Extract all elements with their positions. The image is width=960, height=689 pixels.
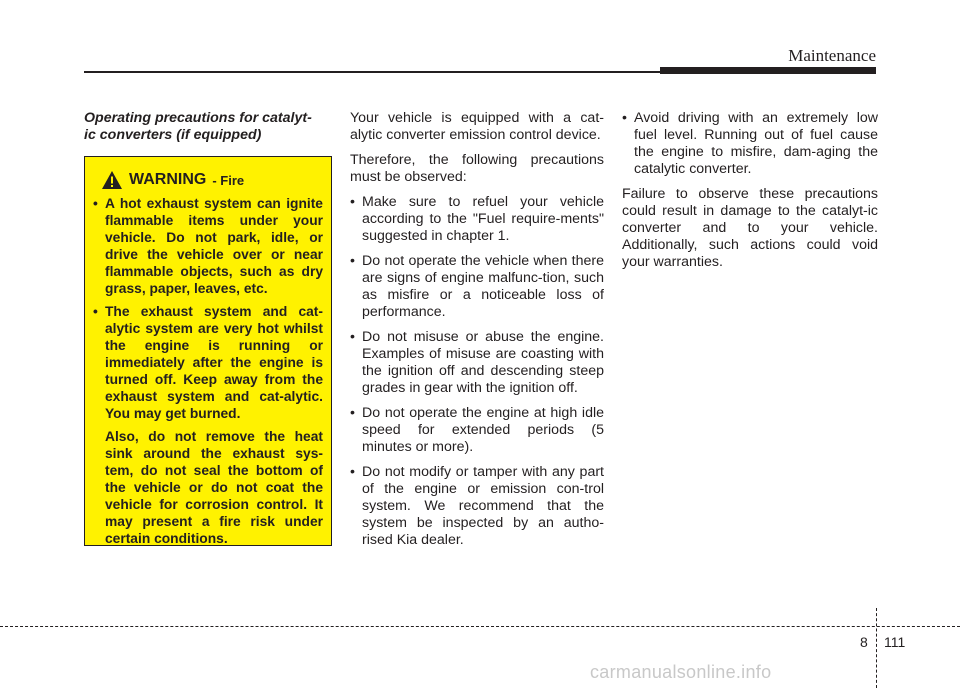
column-middle <box>350 110 604 557</box>
bullet: • <box>93 304 98 319</box>
watermark-text: carmanualsonline.info <box>590 662 772 682</box>
footer-divider <box>0 626 960 627</box>
bullet: • <box>350 194 355 210</box>
section-title-line1: Operating precautions for catalyt- <box>84 110 312 126</box>
list-item <box>350 194 604 245</box>
list-item <box>350 405 604 456</box>
bullet: • <box>622 110 627 126</box>
list-item-text: Do not operate the vehicle when there are signs of engine malfunc-tion, such as misfire or a noticeable loss of performance. <box>362 253 604 320</box>
warning-label: WARNING <box>129 171 207 188</box>
bullet: • <box>93 196 98 211</box>
warning-extra-text: Also, do not remove the heat sink around the exhaust sys-tem, do not seal the bottom of the vehicle or do not coat the vehicle for corrosion control. It may present a fire risk under certain conditions. <box>105 429 323 546</box>
footer-page-divider <box>876 608 877 688</box>
header-rule-thick <box>660 67 876 74</box>
warning-item <box>93 195 323 297</box>
chapter-number: 8 <box>860 634 868 650</box>
header-rule-thin <box>84 71 660 73</box>
bullet: • <box>350 253 355 269</box>
list-item <box>350 464 604 549</box>
bullet: • <box>350 464 355 480</box>
list-item-text: Avoid driving with an extremely low fuel level. Running out of fuel cause the engine to misfire, dam-aging the catalytic converter. <box>634 110 878 177</box>
bullet: • <box>350 329 355 345</box>
warning-item-text: The exhaust system and cat-alytic system are very hot whilst the engine is running or immediately after the engine is turned off. Keep away from the exhaust system and cat-alytic. You may get burned. <box>105 304 323 421</box>
list-item <box>350 329 604 397</box>
section-title-line2: ic converters (if equipped) <box>84 127 262 143</box>
list-item-text: Do not operate the engine at high idle speed for extended periods (5 minutes or more). <box>362 405 604 455</box>
list-item <box>350 253 604 321</box>
warning-item-text: A hot exhaust system can ignite flammable items under your vehicle. Do not park, idle, or drive the vehicle over or near flammable objects, such as dry grass, paper, leaves, etc. <box>105 196 323 296</box>
therefore-paragraph: Therefore, the following precautions must be observed: <box>350 152 604 185</box>
warning-header <box>93 169 323 191</box>
list-item <box>622 110 878 178</box>
list-item-text: Do not modify or tamper with any part of the engine or emission con-trol system. We recommend that the system be inspected by an autho-rised Kia dealer. <box>362 464 604 548</box>
bullet: • <box>350 405 355 421</box>
page-header-title: Maintenance <box>788 46 876 65</box>
warning-sublabel: - Fire <box>212 172 245 188</box>
warning-triangle-icon <box>101 170 123 190</box>
section-title <box>84 110 334 144</box>
failure-paragraph: Failure to observe these precautions could result in damage to the catalyt-ic converter and to your vehicle. Additionally, such actions could void your warranties. <box>622 186 878 270</box>
list-item-text: Do not misuse or abuse the engine. Examples of misuse are coasting with the ignition off and descending steep grades in gear with the ignition off. <box>362 329 604 396</box>
warning-item <box>93 303 323 422</box>
intro-paragraph: Your vehicle is equipped with a cat-alytic converter emission control device. <box>350 110 604 143</box>
column-right <box>622 110 878 279</box>
warning-text <box>93 195 323 547</box>
list-item-text: Make sure to refuel your vehicle according to the "Fuel require-ments" suggested in chapter 1. <box>362 194 604 244</box>
column-left <box>84 110 334 156</box>
page-number: 111 <box>884 634 906 650</box>
warning-box <box>84 156 332 546</box>
